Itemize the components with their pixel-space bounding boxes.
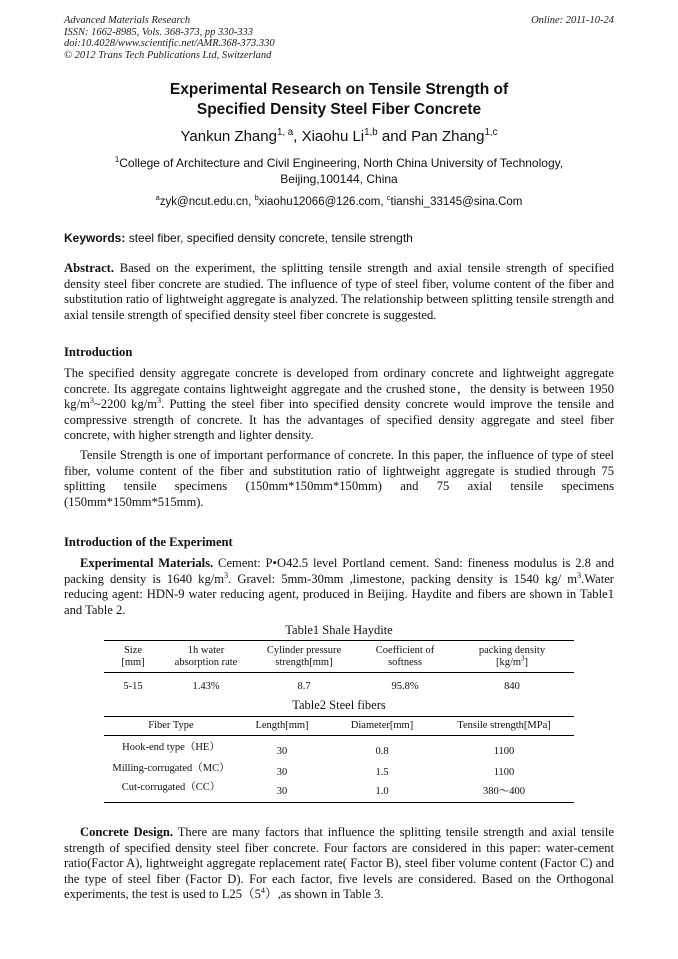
table2-cell: 30 bbox=[276, 746, 288, 757]
intro-p1-text-b: ~2200 kg/m bbox=[93, 397, 158, 411]
doi-line: doi:10.4028/www.scientific.net/AMR.368-373.330 bbox=[64, 38, 275, 49]
introduction-paragraph-2: Tensile Strength is one of important performance of concrete. In this paper, the influence of type of steel fiber, volume content of the fiber and substitution ratio of lightweight aggregate is studied through 75 splitting tensile specimens (150mm*150mm*150mm) and 75 axial tensile specimens (150mm*150mm*515mm). bbox=[64, 448, 614, 509]
table1-header-density: packing density $[kg/m^3]$ bbox=[478, 645, 546, 668]
table2-header-diameter: Diameter[mm] bbox=[350, 720, 414, 731]
keywords-text: steel fiber, specified density concrete, tensile strength bbox=[128, 231, 413, 245]
intro-p1-sup-1: 3 bbox=[89, 395, 94, 405]
table2-bottom-rule bbox=[104, 802, 574, 803]
introduction-heading: Introduction bbox=[64, 345, 133, 359]
table2-cell: Hook-end type（HE） bbox=[122, 742, 220, 753]
intro-p1-text-a: The specified density aggregate concrete is developed from ordinary concrete and lightweight aggregate concrete. Its aggregate contains lightweight aggregate and the crushed stone，the density is between 1950 kg/m bbox=[64, 366, 614, 411]
table1-top-rule bbox=[104, 640, 574, 641]
email-a-sup: a bbox=[155, 193, 160, 203]
design-sup: 4 bbox=[260, 885, 266, 895]
title-line-2: Specified Density Steel Fiber Concrete bbox=[196, 101, 482, 118]
table1-header-softness: Coefficient of softness bbox=[375, 645, 435, 668]
materials-text-b: . Gravel: 5mm-30mm ,limestone, packing density is 1540 kg/ m bbox=[228, 571, 577, 586]
author-2-sup: 1,b bbox=[364, 127, 378, 138]
journal-name: Advanced Materials Research bbox=[64, 15, 191, 26]
author-sep-2: and bbox=[381, 128, 407, 145]
table1-cell: 5-15 bbox=[123, 681, 143, 692]
journal-meta bbox=[64, 15, 275, 61]
table2-cell: 1.0 bbox=[375, 786, 389, 797]
table1-mid-rule bbox=[104, 672, 574, 673]
email-c-sup: c bbox=[386, 193, 391, 203]
email-b-sup: b bbox=[254, 193, 259, 203]
email-line bbox=[60, 194, 618, 210]
email-b: xiaohu12066@126.com, bbox=[258, 196, 384, 208]
issn-line: ISSN: 1662-8985, Vols. 368-373, pp 330-333 bbox=[64, 26, 253, 38]
table2-cell: 0.8 bbox=[375, 746, 389, 757]
table1-header-cylinder: Cylinder pressure strength[mm] bbox=[266, 645, 342, 668]
table2-header-length: Length[mm] bbox=[255, 720, 309, 731]
title-line-1: Experimental Research on Tensile Strength of bbox=[169, 81, 509, 98]
materials-paragraph bbox=[64, 556, 614, 618]
design-label: Concrete Design. bbox=[80, 825, 174, 839]
author-1-sup: 1, a bbox=[276, 127, 294, 138]
table1-header-absorption: 1h water absorption rate bbox=[174, 645, 238, 668]
paper-title bbox=[0, 80, 678, 120]
design-paragraph bbox=[64, 825, 614, 903]
keywords bbox=[64, 231, 413, 245]
abstract-label: Abstract. bbox=[64, 261, 115, 275]
abstract-text: Based on the experiment, the splitting tensile strength and axial tensile strength of specified density steel fiber concrete are studied. The influence of type of steel fiber, volume content of the fiber and substitution ratio of lightweight aggregate is analyzed. The relationship between splitting tensile strength and axial tensile strength of specified density steel fiber concrete is suggested. bbox=[64, 261, 614, 322]
email-c: tianshi_33145@sina.Com bbox=[390, 196, 523, 208]
table2-caption: Table2 Steel fibers bbox=[292, 698, 386, 712]
table2-cell: Cut-corrugated（CC） bbox=[121, 782, 221, 793]
table2-cell: 1100 bbox=[493, 746, 515, 757]
affiliation-line-2: Beijing,100144, China bbox=[280, 172, 398, 186]
table2-cell: Milling-corrugated（MC） bbox=[112, 763, 230, 774]
intro-p1-sup-2: 3 bbox=[157, 395, 162, 405]
table1-cell: 8.7 bbox=[297, 681, 311, 692]
materials-text-c: .Water reducing agent: HDN-9 water reducing agent, produced in Beijing. Haydite and fibers are shown in Table1 and Table 2. bbox=[64, 571, 614, 617]
affiliation-sup: 1 bbox=[114, 155, 120, 164]
table1-cell: 1.43% bbox=[192, 681, 220, 692]
materials-sup-1: 3 bbox=[224, 570, 229, 580]
table1-header-size: Size [mm] bbox=[121, 645, 145, 668]
email-a: zyk@ncut.edu.cn, bbox=[159, 196, 252, 208]
author-3-sup: 1,c bbox=[484, 127, 498, 138]
author-3: Pan Zhang bbox=[411, 128, 485, 145]
keywords-label: Keywords: bbox=[64, 231, 126, 245]
table1-caption: Table1 Shale Haydite bbox=[285, 623, 393, 637]
table1-cell: 95.8% bbox=[391, 681, 419, 692]
design-text-a: There are many factors that influence the splitting tensile strength and axial tensile strength of specified density steel fiber concrete. Four factors are considered in this paper: water-cement ratio(Factor A), lightweight aggregate replacement rate( Factor B), steel fiber volume content (Factor C) and the type of steel fiber (Factor D). For each factor, five levels are considered. Based on the Orthogonal experiments, the test is used to L25（5 bbox=[64, 825, 615, 901]
affiliation bbox=[60, 155, 618, 187]
intro-p1-text-c: . Putting the steel fiber into specified density concrete would improve the tensile and compressive strength of concrete. It has the advantages of specified density aggregate and steel fiber concrete, with higher strength and lighter density. bbox=[64, 397, 614, 442]
introduction-paragraph-1 bbox=[64, 366, 614, 444]
table2-cell: 380～400 bbox=[483, 786, 525, 797]
materials-sup-2: 3 bbox=[577, 570, 582, 580]
table2-mid-rule bbox=[104, 735, 574, 736]
materials-text-a: Cement: P•O42.5 level Portland cement. Sand: fineness modulus is 2.8 and packing density is 1640 kg/m bbox=[64, 556, 614, 586]
table2-cell: 1.5 bbox=[375, 767, 389, 778]
table2-cell: 1100 bbox=[493, 767, 515, 778]
materials-label: Experimental Materials. bbox=[80, 556, 214, 570]
copyright-line: © 2012 Trans Tech Publications Ltd, Switzerland bbox=[64, 49, 272, 61]
table1-cell: 840 bbox=[504, 681, 520, 692]
author-1: Yankun Zhang bbox=[180, 128, 277, 145]
author-2: Xiaohu Li bbox=[301, 128, 365, 145]
table2-cell: 30 bbox=[276, 786, 288, 797]
author-sep-1: , bbox=[293, 128, 298, 145]
affiliation-line-1: College of Architecture and Civil Engineering, North China University of Technology, bbox=[119, 156, 564, 170]
table2-cell: 30 bbox=[276, 767, 288, 778]
experiment-heading: Introduction of the Experiment bbox=[64, 535, 233, 549]
design-text-b: ）,as shown in Table 3. bbox=[265, 887, 384, 901]
online-date: Online: 2011-10-24 bbox=[531, 15, 614, 26]
abstract bbox=[64, 261, 614, 323]
author-list bbox=[0, 128, 678, 145]
table2-top-rule bbox=[104, 716, 574, 717]
table2-header-tensile: Tensile strength[MPa] bbox=[457, 720, 551, 731]
table2-header-type: Fiber Type bbox=[148, 720, 194, 731]
